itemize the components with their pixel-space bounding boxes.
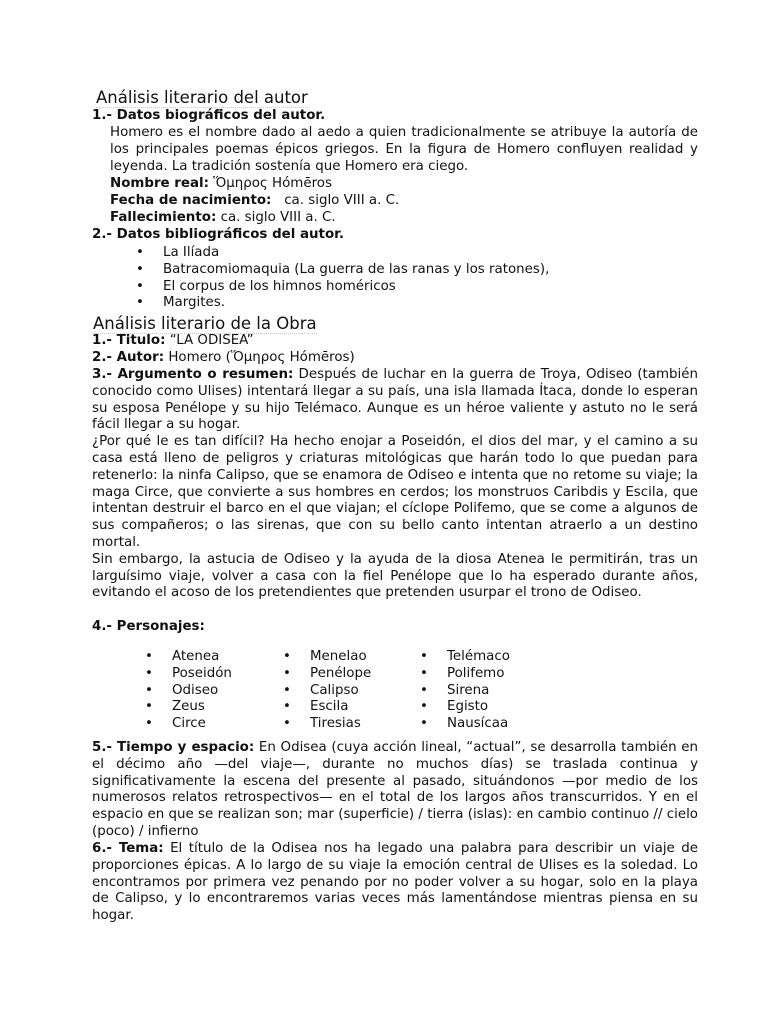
list-item: • Penélope <box>283 665 372 681</box>
autor-line: 2.- Autor: Homero (Ὅμηρος Hómēros) <box>92 350 355 365</box>
list-item: • Polifemo <box>420 665 505 681</box>
real-name-line: Nombre real: Ὅμηρος Hómēros <box>110 176 332 191</box>
tiempo-block: 5.- Tiempo y espacio: En Odisea (cuya acción lineal, “actual”, se desarrolla también en el décimo año —del viaje—, durante no muchos días) se traslada continua y significativamente la escena del presente al pasado, situándonos —por medio de los numerosos relatos retrospectivos— en el total de los largos años transcurridos. Y en el espacio en que se realizan son; mar (superficie) / tierra (islas): en cambio continuo // cielo (poco) / infierno <box>92 740 698 839</box>
list-item: • Menelao <box>283 649 367 664</box>
list-item: • Calipso <box>283 682 359 698</box>
list-item: • Odiseo <box>145 682 219 698</box>
argumento-block: 3.- Argumento o resumen: Después de luchar en la guerra de Troya, Odiseo (también conocido como Ulises) intentará llegar a su país, una isla llamada Ítaca, donde lo esperan su esposa Penélope y su hijo Telémaco. Aunque es un héroe valiente y astuto no le será fácil llegar a su hogar. ¿Por qué le es tan difícil? Ha hecho enojar a Poseidón, el dios del mar, y el camino a su casa está lleno de peligros y criaturas mitológicas que harán todo lo que puedan para retenerlo: la ninfa Calipso, que se enamora de Odiseo e intenta que no retome su viaje; la maga Circe, que convierte a sus hombres en cerdos; los monstruos Caribdis y Escila, que intentan destruir el barco en el que viajan; el cíclope Polifemo, que se come a algunos de sus compañeros; o las sirenas, que con su bello canto intentan atraerlo a un destino mortal. Sin embargo, la astucia de Odiseo y la ayuda de la diosa Atenea le permitirán, tras un larguísimo viaje, volver a casa con la fiel Penélope que lo ha esperado durante años, evitando el acoso de los pretendientes que pretenden usurpar el trono de Odiseo. <box>92 367 698 601</box>
list-item: • Nausícaa <box>420 716 509 732</box>
section-title-author: Análisis literario del autor <box>96 88 308 107</box>
list-item: • Batracomiomaquia (La guerra de las ranas y los ratones), <box>136 261 550 277</box>
bio-paragraph: Homero es el nombre dado al aedo a quien tradicionalmente se atribuye la autoría de los principales poemas épicos griegos. En la figura de Homero confluyen realidad y leyenda. La tradición sostenía que Homero era ciego. <box>110 125 698 174</box>
bio-heading: 1.- Datos biográficos del autor. <box>92 108 326 123</box>
list-item: • Escila <box>283 699 349 715</box>
personajes-col-2 <box>283 649 371 733</box>
list-item: • Poseidón <box>145 665 232 681</box>
list-item: • Egisto <box>420 699 489 715</box>
list-item: • Atenea <box>145 649 220 664</box>
list-item: • Telémaco <box>420 649 510 664</box>
section-title-work: Análisis literario de la Obra <box>93 314 317 333</box>
personajes-col-1 <box>145 649 232 733</box>
list-item: • El corpus de los himnos homéricos <box>136 278 396 294</box>
personajes-heading: 4.- Personajes: <box>92 619 205 634</box>
birth-line: Fecha de nacimiento: ca. siglo VIII a. C. <box>110 193 400 208</box>
tema-block: 6.- Tema: El título de la Odisea nos ha legado una palabra para describir un viaje de proporciones épicas. A lo largo de su viaje la emoción central de Ulises es la soledad. Lo encontramos por primera vez penando por no poder volver a su hogar, solo en la playa de Calipso, y lo encontraremos varias veces más lamentándose mientras piensa en su hogar. <box>92 841 698 924</box>
biblio-heading: 2.- Datos bibliográficos del autor. <box>92 227 344 242</box>
list-item: • Sirena <box>420 682 490 698</box>
biblio-list <box>136 245 549 312</box>
list-item: • Tiresias <box>283 716 361 732</box>
list-item: • Margites. <box>136 295 225 311</box>
titulo-line: 1.- Titulo: “LA ODISEA” <box>92 333 254 348</box>
list-item: • Circe <box>145 716 206 732</box>
list-item: • Zeus <box>145 699 205 715</box>
list-item: • La Ilíada <box>136 245 220 260</box>
personajes-col-3 <box>420 649 510 733</box>
death-line: Fallecimiento: ca. siglo VIII a. C. <box>110 210 336 225</box>
